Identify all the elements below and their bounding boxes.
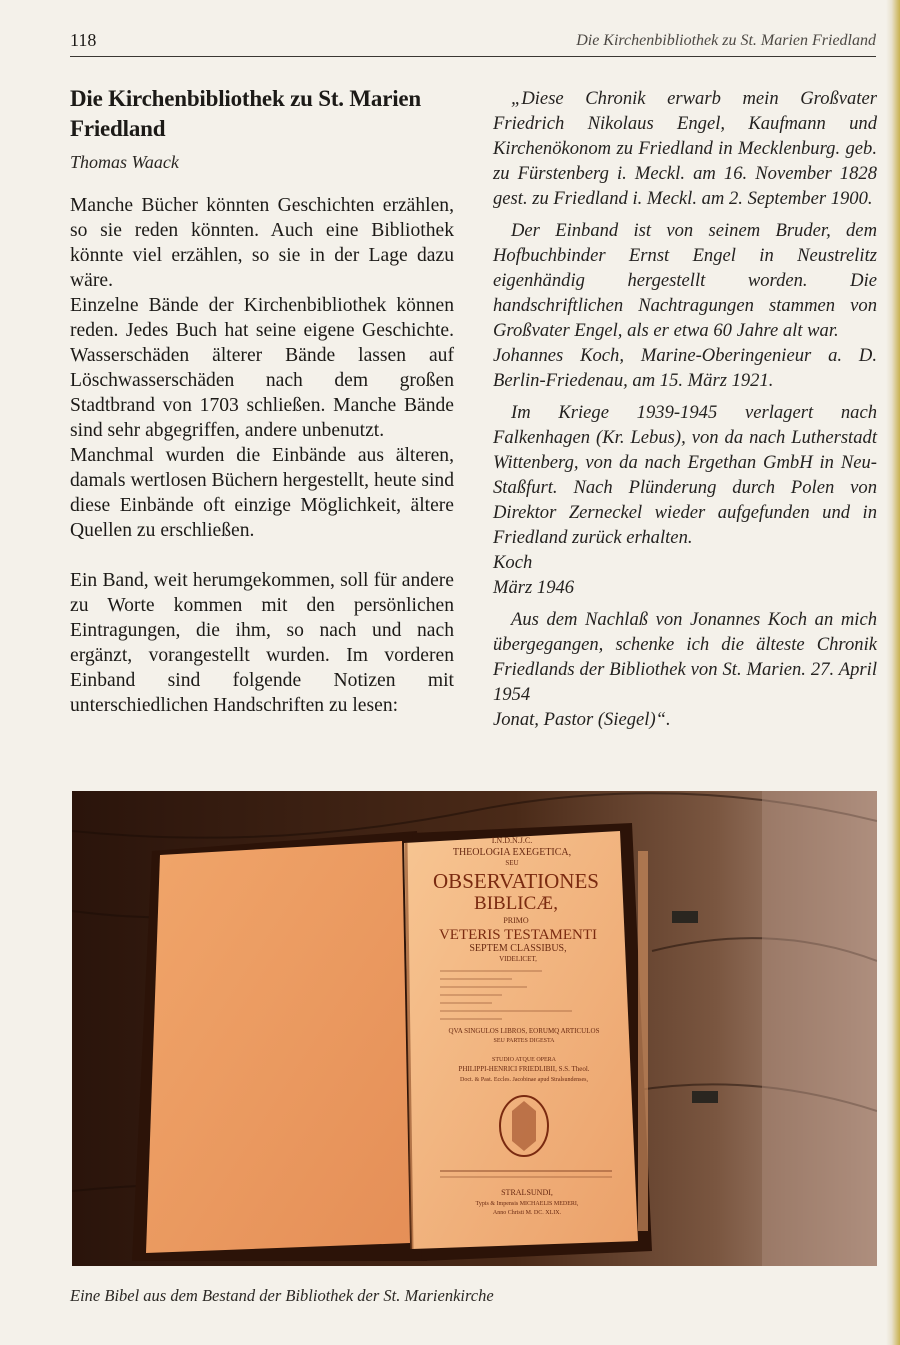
bible-photo-illustration bbox=[72, 791, 877, 1266]
quote-paragraph: Im Kriege 1939-1945 verlagert nach Falkenhagen (Kr. Lebus), von da nach Lutherstadt Wittenberg, von da nach Ergethan GmbH in Neu-Staßfurt. Nach Plünderung durch Polen von Direktor Zerneckel wieder aufgefunden und in Friedland zurück erhalten. bbox=[493, 402, 877, 548]
page-edge bbox=[886, 0, 900, 1345]
page-header bbox=[70, 30, 876, 57]
article-author: Thomas Waack bbox=[70, 152, 179, 172]
book-text-line: SEU bbox=[505, 859, 519, 867]
quote-paragraph: Johannes Koch, Marine-Oberingenieur a. D. Berlin-Friedenau, am 15. März 1921. bbox=[493, 345, 877, 391]
page-number: 118 bbox=[70, 30, 97, 50]
book-text-line: PRIMO bbox=[503, 916, 529, 925]
book-text-line: THEOLOGIA EXEGETICA, bbox=[452, 847, 572, 858]
book-text-line: Doct. & Past. Eccles. Jacobinae apud Stralsundenses, bbox=[460, 1077, 588, 1083]
quote-paragraph: Aus dem Nachlaß von Jonannes Koch an mich übergegangen, schenke ich die älteste Chronik Friedlands der Bibliothek von St. Marien. 27. April 1954 bbox=[493, 609, 877, 705]
book-text-line: SEU PARTES DIGESTA bbox=[493, 1038, 555, 1044]
right-column bbox=[493, 86, 877, 732]
book-text-line: STUDIO ATQUE OPERA bbox=[491, 1057, 557, 1063]
bible-photo bbox=[72, 791, 877, 1266]
quote-signature: Jonat, Pastor (Siegel)“. bbox=[493, 709, 671, 730]
quote-signature: Koch bbox=[493, 552, 533, 573]
paragraph: Ein Band, weit herumgekommen, soll für andere zu Worte kommen mit den persönlichen Eintragungen, die ihm, so nach und nach ergänzt, vorangestellt wurden. Im vorderen Einband sind folgende Notizen mit unterschiedlichen Handschriften zu lesen: bbox=[70, 570, 454, 716]
book-text-line: Typis & Impensis MICHAELIS MEDERI, bbox=[475, 1201, 579, 1207]
book-text-line: VETERIS TESTAMENTI bbox=[438, 927, 598, 943]
book-text-line: VIDELICET, bbox=[499, 955, 537, 963]
book-text-line: QVA SINGULOS LIBROS, EORUMQ ARTICULOS bbox=[448, 1027, 600, 1035]
quote-paragraph: Der Einband ist von seinem Bruder, dem Hofbuchbinder Ernst Engel in Neustrelitz eigenhändig hergestellt worden. Die handschriftlichen Nachtragungen stammen von Großvater Engel, als er etwa 60 Jahre alt war. bbox=[493, 220, 877, 341]
book-text-line: SEPTEM CLASSIBUS, bbox=[469, 943, 567, 954]
figure-caption: Eine Bibel aus dem Bestand der Bibliothek der St. Marienkirche bbox=[70, 1286, 494, 1305]
quote-date: März 1946 bbox=[493, 577, 575, 598]
book-text-line: STRALSUNDI, bbox=[501, 1188, 553, 1197]
book-text-line: I.N.D.N.J.C. bbox=[491, 836, 533, 845]
book-text-line: OBSERVATIONES bbox=[433, 869, 599, 893]
left-column bbox=[70, 84, 454, 718]
quote-paragraph: „Diese Chronik erwarb mein Großvater Friedrich Nikolaus Engel, Kaufmann und Kirchenökonom zu Friedland in Mecklenburg. geb. zu Fürstenberg i. Meckl. am 16. November 1828 gest. zu Friedland i. Meckl. am 2. September 1900. bbox=[493, 88, 877, 209]
book-text-line: PHILIPPI-HENRICI FRIEDLIBII, S.S. Theol. bbox=[458, 1065, 590, 1073]
article-title: Die Kirchenbibliothek zu St. Marien Friedland bbox=[70, 86, 421, 141]
paragraph: Einzelne Bände der Kirchenbibliothek können reden. Jedes Buch hat seine eigene Geschichte. Wasserschäden älterer Bände lassen auf Löschwasserschäden nach dem großen Stadtbrand von 1703 schließen. Manche Bände sind sehr abgegriffen, andere unbenutzt. bbox=[70, 295, 454, 441]
book-text-line: Anno Christi M. DC. XLIX. bbox=[492, 1210, 562, 1216]
book-text-line: BIBLICÆ, bbox=[474, 893, 558, 914]
paragraph: Manchmal wurden die Einbände aus älteren, damals wertlosen Büchern hergestellt, heute sind diese Einbände oft einzige Möglichkeit, ältere Quellen zu erschließen. bbox=[70, 445, 454, 541]
paragraph: Manche Bücher könnten Geschichten erzählen, so sie reden könnten. Auch eine Bibliothek könnte viel erzählen, so sie in der Lage dazu wäre. bbox=[70, 195, 454, 291]
running-title: Die Kirchenbibliothek zu St. Marien Friedland bbox=[576, 32, 876, 49]
